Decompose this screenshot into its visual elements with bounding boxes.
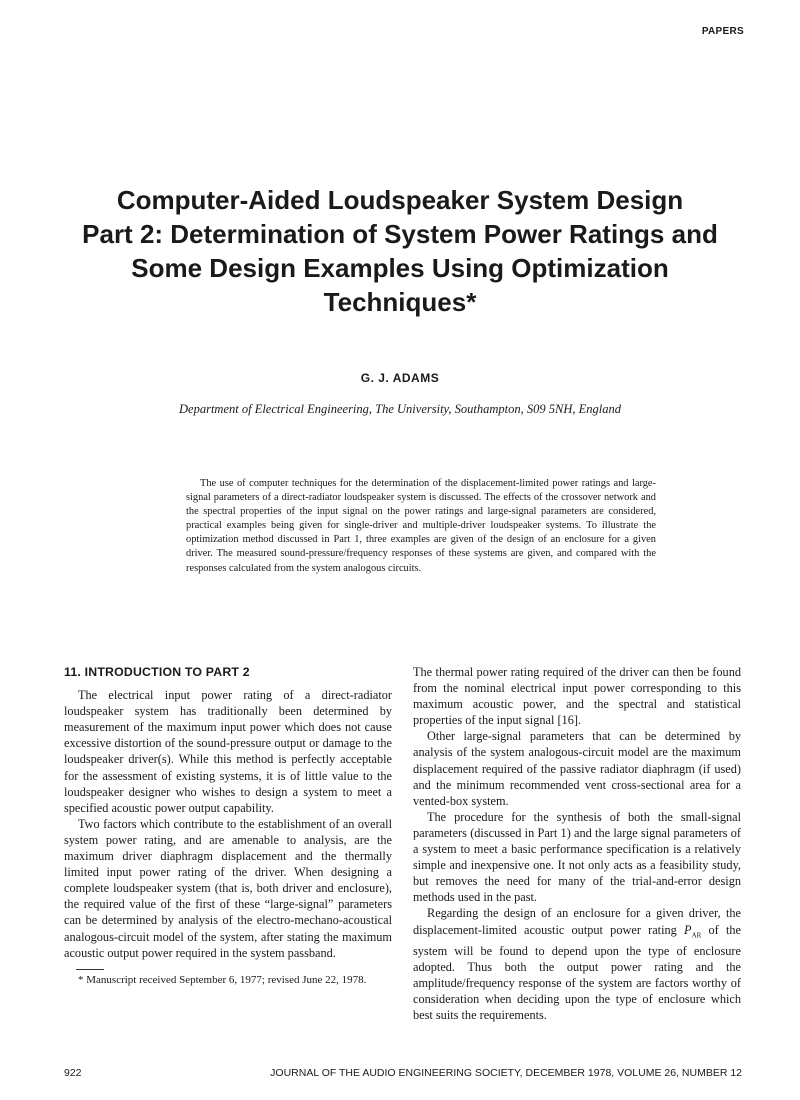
footnote-rule xyxy=(76,969,104,970)
paragraph-text-part: Regarding the design of an enclosure for a given driver, the displacement-limited acoustic output power rating xyxy=(413,906,741,937)
journal-citation: JOURNAL OF THE AUDIO ENGINEERING SOCIETY, DECEMBER 1978, VOLUME 26, NUMBER 12 xyxy=(270,1067,742,1079)
page-number: 922 xyxy=(64,1067,82,1079)
title-line-4: Techniques* xyxy=(323,287,477,317)
running-head-section: PAPERS xyxy=(701,26,744,37)
author-name: G. J. ADAMS xyxy=(360,371,440,385)
title-line-3: Some Design Examples Using Optimization xyxy=(131,253,669,283)
right-column xyxy=(413,664,741,1024)
abstract: The use of computer techniques for the determination of the displacement-limited power ratings and large-signal parameters of a direct-radiator loudspeaker system is discussed. The effects of the crossover network and the spectral properties of the input signal on the power ratings and large-signal parameters are considered, practical examples being given for single-driver and multiple-driver loudspeaker systems. To illustrate the optimization method discussed in Part 1, three examples are given of the design of an enclosure for a given driver. The measured sound-pressure/frequency responses of these systems are given, and compared with the responses calculated from the system analogous circuits. xyxy=(186,478,656,574)
section-heading: 11. INTRODUCTION TO PART 2 xyxy=(64,665,250,679)
paper-title xyxy=(40,183,760,319)
footnote-manuscript-received: * Manuscript received September 6, 1977; revised June 22, 1978. xyxy=(78,973,367,986)
power-rating-symbol xyxy=(684,923,701,937)
body-paragraph: The thermal power rating required of the driver can then be found from the nominal electrical input power corresponding to this maximum acoustic power, and the spectral and statistical properties of the input signal [16]. xyxy=(413,665,741,728)
body-paragraph xyxy=(413,905,741,1023)
title-line-2: Part 2: Determination of System Power Ratings and xyxy=(82,219,718,249)
left-column xyxy=(64,664,392,987)
body-paragraph: The electrical input power rating of a direct-radiator loudspeaker system has traditionally been determined by measurement of the maximum input power which does not cause excessive distortion of the sound-pressure output or damage to the loudspeaker driver(s). While this method is perfectly acceptable for the assessment of existing systems, it is of little value to the loudspeaker designer who wishes to design a system to meet a specified acoustic power output capability. xyxy=(64,688,392,815)
symbol-subscript: AR xyxy=(691,930,702,939)
symbol-letter: P xyxy=(684,922,692,937)
paragraph-text-part: of the system will be found to depend upon the type of enclosure adopted. Thus both the output power rating and the amplitude/frequency response of the system are factors worthy of consideration when deciding upon the type of enclosure which best suits the requirements. xyxy=(413,922,742,1023)
body-paragraph: Two factors which contribute to the establishment of an overall system power rating, and are amenable to analysis, are the maximum driver diaphragm displacement and the thermally limited input power rating of the driver. When designing a complete loudspeaker system (that is, both driver and enclosure), the required value of the first of these “large-signal” parameters can be determined by analysis of the electro-mechano-acoustical analogous-circuit model of the system, after stating the maximum acoustic output power required in the system passband. xyxy=(64,816,392,960)
author-affiliation: Department of Electrical Engineering, The University, Southampton, S09 5NH, England xyxy=(179,402,621,416)
title-line-1: Computer-Aided Loudspeaker System Design xyxy=(116,185,684,215)
body-paragraph: Other large-signal parameters that can be determined by analysis of the system analogous-circuit model are the maximum displacement required of the passive radiator diaphragm (if used) and the minimum recommended vent cross-sectional area for a vented-box system. xyxy=(413,729,741,808)
body-paragraph: The procedure for the synthesis of both the small-signal parameters (discussed in Part 1) and the large signal parameters of a system to meet a basic performance specification is a relatively simple and inexpensive one. It not only acts as a feasibility study, but removes the need for many of the trial-and-error design methods used in the past. xyxy=(413,809,741,905)
